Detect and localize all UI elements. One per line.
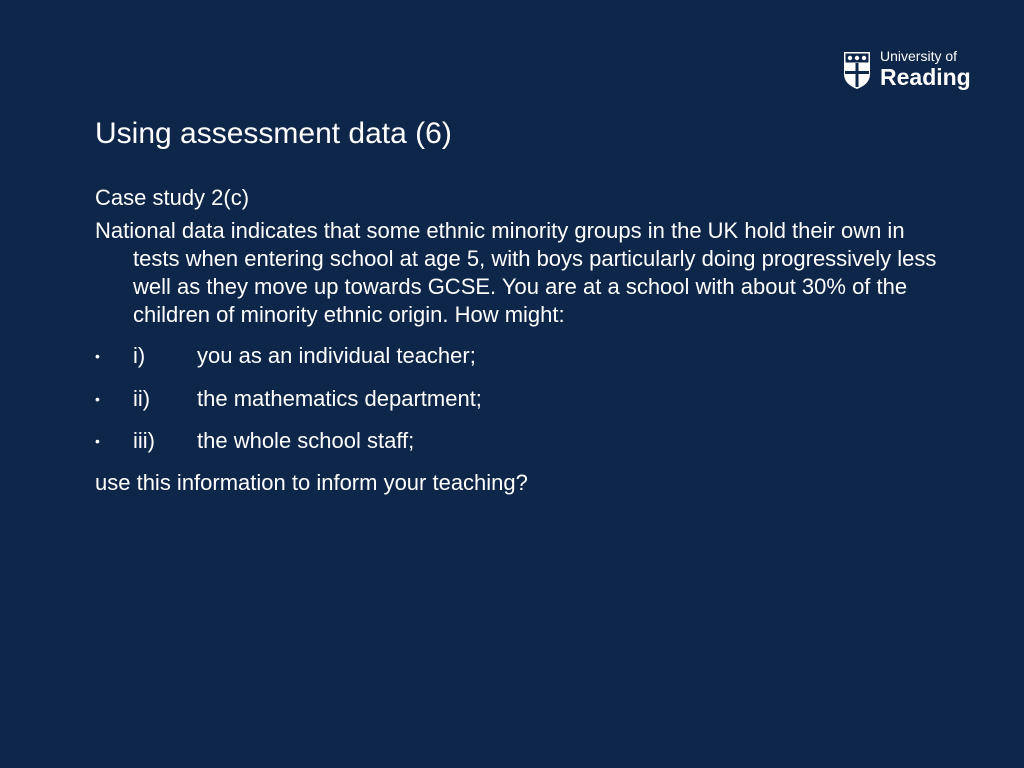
case-study-paragraph: National data indicates that some ethnic minority groups in the UK hold their own in tests when entering school at age 5, with boys particularly doing progressively less well as they move up towards GCSE. You are at a school with about 30% of the children of minority ethnic origin. How might:	[95, 218, 937, 327]
list-item-number: iii)	[133, 428, 155, 453]
list-item-text: the mathematics department;	[197, 386, 482, 411]
slide-title: Using assessment data (6)	[95, 117, 452, 150]
university-logo	[842, 48, 982, 94]
bullet-marker: •	[95, 391, 100, 407]
logo-line-university-of: University of	[880, 48, 958, 64]
closing-question: use this information to inform your teaching?	[95, 470, 528, 495]
university-crest-icon	[842, 50, 872, 90]
list-item-number: i)	[133, 343, 146, 368]
list-item-text: you as an individual teacher;	[197, 343, 476, 368]
list-item-text: the whole school staff;	[197, 428, 415, 453]
bullet-marker: •	[95, 348, 100, 364]
bullet-marker: •	[95, 433, 100, 449]
case-study-heading: Case study 2(c)	[95, 185, 250, 210]
logo-line-reading: Reading	[880, 64, 971, 90]
list-item-number: ii)	[133, 386, 151, 411]
